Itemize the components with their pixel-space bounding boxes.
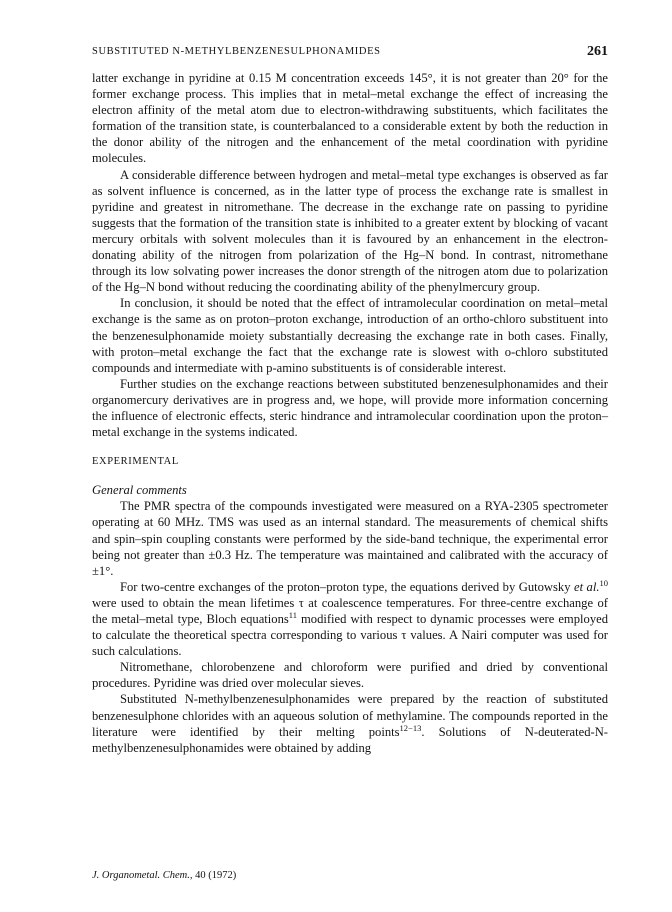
article-body xyxy=(92,70,608,756)
journal-footer xyxy=(92,870,236,881)
paragraph-further-studies: Further studies on the exchange reactions between substituted benzenesulphonamides and their organomercury derivatives are in progress and, we hope, will provide more information concerning the influence of electronic effects, steric hindrance and intramolecular coordination upon the proton–metal exchange in the systems indicated. xyxy=(92,376,608,440)
paragraph-exchange-calculations xyxy=(92,579,608,659)
text-run-italic: et al. xyxy=(573,579,600,594)
paragraph-continued: latter exchange in pyridine at 0.15 M concentration exceeds 145°, it is not greater than 20° for the former exchange process. This implies that in metal–metal exchange the effect of increasing the electron affinity of the metal atom due to electron-withdrawing substituents, which facilitates the formation of the transition state, is counterbalanced to a considerable extent by both the reduction in the donor ability of the nitrogen and the enhancement of the metal coordination with pyridine molecules. xyxy=(92,71,608,166)
subsection-heading-general-comments: General comments xyxy=(92,483,187,498)
text-run: Substituted N-methylbenzenesulphonamides were prepared by the reaction of substituted benzenesulphone chlorides with an aqueous solution of methylamine. The compounds reported in the literature were identified by their melting points xyxy=(92,692,608,739)
text-run: For two-centre exchanges of the proton–proton type, the equations derived by Gutowsky xyxy=(120,579,574,594)
text-run: modified with respect to dynamic processes were employed to calculate the theoretical spectra corresponding to various τ values. A Nairi computer was used for such calculations. xyxy=(92,612,608,659)
paragraph-preparation xyxy=(92,691,608,755)
page-number: 261 xyxy=(587,44,608,59)
running-title: SUBSTITUTED N-METHYLBENZENESULPHONAMIDES xyxy=(92,46,381,57)
journal-name: J. Organometal. Chem., xyxy=(92,870,193,881)
reference-superscript: 10 xyxy=(599,577,608,588)
reference-superscript: 12−13 xyxy=(399,722,422,733)
text-run: . Solutions of N-deuterated-N-methylbenzenesulphonamides were obtained by adding xyxy=(92,724,608,755)
paragraph-solvent-influence: A considerable difference between hydrogen and metal–metal type exchanges is observed as far as solvent influence is concerned, as in the latter type of process the exchange rate is smallest in pyridine and greatest in nitromethane. The decrease in the exchange rate on passing to pyridine suggests that the formation of the transition state is inhibited to a greater extent by blocking of vacant mercury orbitals with solvent molecules than it is favoured by an enhancement in the electron-donating ability of the nitrogen from polarization of the Hg–N bond. In contrast, nitromethane through its low solvating power increases the donor strength of the nitrogen atom due to polarization of the Hg–N bond without reducing the coordinating ability of the phenylmercury group. xyxy=(92,167,608,295)
section-heading-experimental: EXPERIMENTAL xyxy=(92,456,179,468)
reference-superscript: 11 xyxy=(288,610,297,620)
journal-volume: 40 (1972) xyxy=(195,870,237,881)
paragraph-conclusion: In conclusion, it should be noted that the effect of intramolecular coordination on metal–metal exchange is the same as on proton–proton exchange, introduction of an ortho-chloro substituent into the benzenesulphonamide moiety substantially decreasing the exchange rate in both cases. Finally, with proton–metal exchange the fact that the exchange rate is slowest with o-chloro substituted compounds and intermediate with p-amino substituents is of considerable interest. xyxy=(92,296,608,375)
text-run: were used to obtain the mean lifetimes τ at coalescence temperatures. For three-centre exchange of the metal–metal type, Bloch equations xyxy=(92,595,608,626)
paragraph-solvents: Nitromethane, chlorobenzene and chloroform were purified and dried by conventional procedures. Pyridine was dried over molecular sieves. xyxy=(92,660,608,691)
running-head xyxy=(92,44,608,66)
paragraph-pmr-spectra: The PMR spectra of the compounds investigated were measured on a RYA-2305 spectrometer operating at 60 MHz. TMS was used as an internal standard. The measurements of chemical shifts and spin–spin coupling constants were performed by the side-band technique, the experimental error being not greater than ±0.3 Hz. The temperature was maintained and calibrated with the accuracy of ±1°. xyxy=(92,499,608,578)
